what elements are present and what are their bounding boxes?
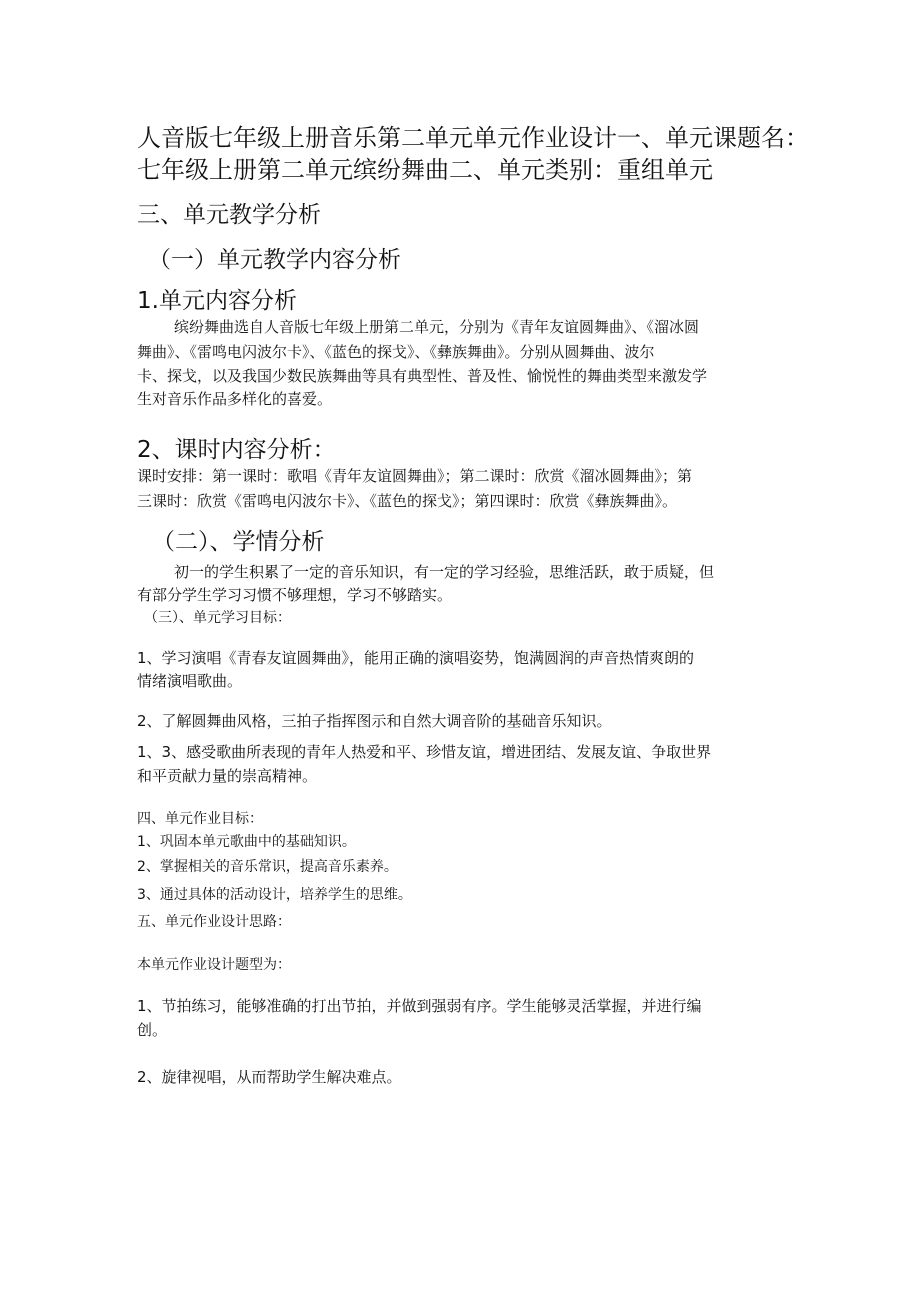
section-5-intro: 本单元作业设计题型为： [137, 957, 291, 973]
document-title-line-1: 人音版七年级上册音乐第二单元单元作业设计一、单元课题名： [137, 124, 809, 152]
goal-1-line: 1、学习演唱《青春友谊圆舞曲》，能用正确的演唱姿势，饱满圆润的声音热情爽朗的 [137, 649, 695, 667]
section-4-item: 3、通过具体的活动设计，培养学生的思维。 [137, 887, 412, 903]
item-1-paragraph-line: 舞曲》、《雷鸣电闪波尔卡》、《蓝色的探戈》、《彝族舞曲》。分别从圆舞曲、波尔 [137, 343, 655, 361]
section-5-item-1-line: 1、节拍练习，能够准确的打出节拍，并做到强弱有序。学生能够灵活掌握，并进行编 [137, 997, 702, 1015]
section-5-item-1-line: 创。 [137, 1021, 168, 1039]
item-1-paragraph-line: 生对音乐作品多样化的喜爱。 [137, 390, 333, 408]
item-1-paragraph-line: 缤纷舞曲选自人音版七年级上册第二单元，分别为《青年友谊圆舞曲》、《溜冰圆 [174, 318, 700, 336]
subsection-2-paragraph-line: 初一的学生积累了一定的音乐知识，有一定的学习经验，思维活跃，敢于质疑，但 [174, 563, 715, 581]
section-4-item: 2、掌握相关的音乐常识，提高音乐素养。 [137, 859, 398, 875]
goal-1-line: 情绪演唱歌曲。 [137, 672, 243, 690]
document-title-line-2: 七年级上册第二单元缤纷舞曲二、单元类别：重组单元 [137, 156, 713, 184]
item-2-paragraph-line: 课时安排：第一课时：歌唱《青年友谊圆舞曲》；第二课时：欣赏《溜冰圆舞曲》；第 [137, 467, 693, 485]
subsection-2-heading: （二）、学情分析 [152, 529, 325, 555]
section-3-heading: 三、单元教学分析 [137, 202, 321, 228]
item-2-paragraph-line: 三课时：欣赏《雷鸣电闪波尔卡》、《蓝色的探戈》；第四课时：欣赏《彝族舞曲》。 [137, 492, 678, 510]
subsection-3-heading: （三）、单元学习目标： [144, 610, 291, 626]
section-4-heading: 四、单元作业目标： [137, 811, 263, 827]
item-2-heading: 2、课时内容分析： [137, 437, 336, 463]
item-1-paragraph-line: 卡、探戈，以及我国少数民族舞曲等具有典型性、普及性、愉悦性的舞曲类型来激发学 [137, 367, 708, 385]
subsection-2-paragraph-line: 有部分学生学习习惯不够理想，学习不够踏实。 [137, 586, 453, 604]
section-5-item-2-line: 2、旋律视唱，从而帮助学生解决难点。 [137, 1068, 402, 1086]
section-5-heading: 五、单元作业设计思路： [137, 914, 291, 930]
item-1-heading: 1.单元内容分析 [137, 288, 297, 314]
goal-3-line: 1、3、感受歌曲所表现的青年人热爱和平、珍惜友谊，增进团结、发展友谊、争取世界 [137, 743, 712, 761]
goal-2-line: 2、了解圆舞曲风格，三拍子指挥图示和自然大调音阶的基础音乐知识。 [137, 712, 612, 730]
subsection-1-heading: （一）单元教学内容分析 [148, 247, 401, 273]
section-4-item: 1、巩固本单元歌曲中的基础知识。 [137, 834, 356, 850]
goal-3-line: 和平贡献力量的崇高精神。 [137, 767, 318, 785]
